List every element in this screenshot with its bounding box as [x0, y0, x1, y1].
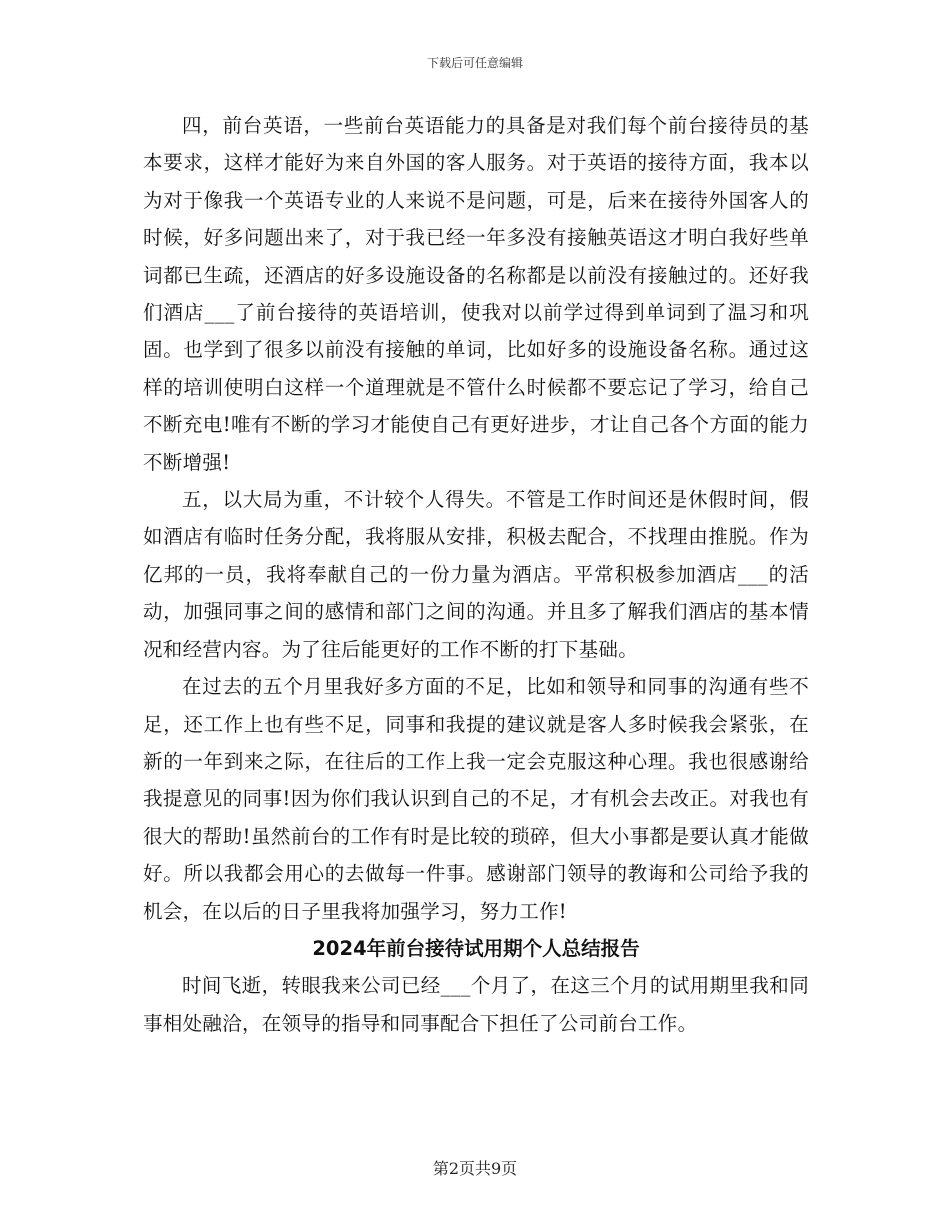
paragraph-front-desk-english: 四，前台英语，一些前台英语能力的具备是对我们每个前台接待员的基本要求，这样才能好为来自外国的客人服务。对于英语的接待方面，我本以为对于像我一个英语专业的人来说不是问题，可是，后来在接待外国客人的时候，好多问题出来了，对于我已经一年多没有接触英语这才明白我好些单词都已生疏，还酒店的好多设施设备的名称都是以前没有接触过的。还好我们酒店___了前台接待的英语培训，使我对以前学过得到单词到了温习和巩固。也学到了很多以前没有接触的单词，比如好多的设施设备名称。通过这样的培训使明白这样一个道理就是不管什么时候都不要忘记了学习，给自己不断充电!唯有不断的学习才能使自己有更好进步，才让自己各个方面的能力不断增强!: [143, 114, 809, 474]
header-note: 下载后可任意编辑: [426, 56, 523, 70]
paragraph-probation-intro: 时间飞逝，转眼我来公司已经___个月了，在这三个月的试用期里我和同事相处融洽，在领导的指导和同事配合下担任了公司前台工作。: [143, 974, 809, 1035]
section-title: 2024年前台接待试用期个人总结报告: [312, 936, 640, 960]
paragraph-shortcomings: 在过去的五个月里我好多方面的不足，比如和领导和同事的沟通有些不足，还工作上也有些不足，同事和我提的建议就是客人多时候我会紧张，在新的一年到来之际，在往后的工作上我一定会克服这种心理。我也很感谢给我提意见的同事!因为你们我认识到自己的不足，才有机会去改正。对我也有很大的帮助!虽然前台的工作有时是比较的琐碎，但大小事都是要认真才能做好。所以我都会用心的去做每一件事。感谢部门领导的教诲和公司给予我的机会，在以后的日子里我将加强学习，努力工作!: [143, 675, 809, 923]
page-number: 第2页共9页: [432, 1159, 518, 1178]
paragraph-big-picture: 五，以大局为重，不计较个人得失。不管是工作时间还是休假时间，假如酒店有临时任务分配，我将服从安排，积极去配合，不找理由推脱。作为亿邦的一员，我将奉献自己的一份力量为酒店。平常积极参加酒店___的活动，加强同事之间的感情和部门之间的沟通。并且多了解我们酒店的基本情况和经营内容。为了往后能更好的工作不断的打下基础。: [143, 488, 809, 661]
document-body: [143, 107, 809, 1042]
